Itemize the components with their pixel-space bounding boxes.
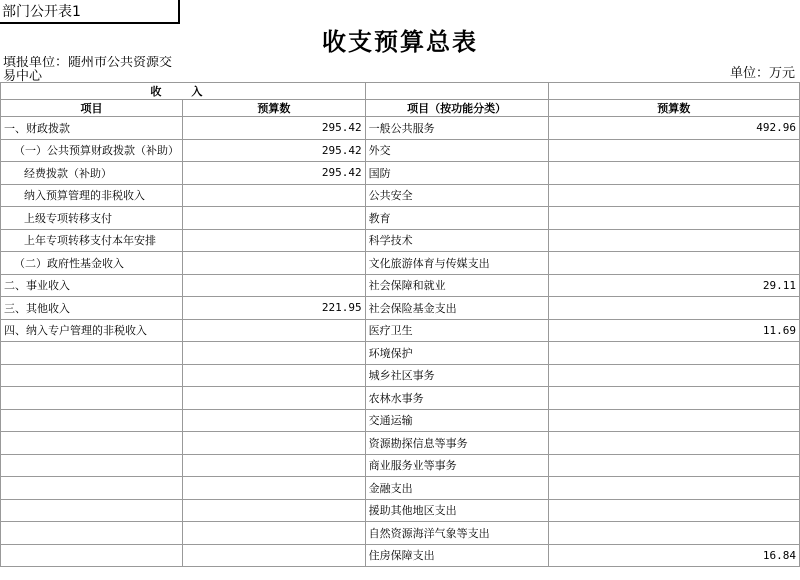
left-item-cell[interactable] [1, 477, 183, 500]
left-value-cell[interactable]: 295.42 [183, 139, 366, 162]
right-item-cell[interactable]: 教育 [365, 207, 548, 230]
right-item-cell[interactable]: 科学技术 [365, 229, 548, 252]
left-value-cell[interactable] [183, 319, 366, 342]
table-row [1, 432, 800, 455]
left-value-cell[interactable] [183, 499, 366, 522]
left-value-cell[interactable] [183, 252, 366, 275]
left-item-cell[interactable] [1, 364, 183, 387]
right-item-cell[interactable]: 金融支出 [365, 477, 548, 500]
table-row [1, 139, 800, 162]
table-row [1, 477, 800, 500]
right-item-cell[interactable]: 一般公共服务 [365, 117, 548, 140]
left-item-cell[interactable]: （二）政府性基金收入 [1, 252, 183, 275]
left-value-cell[interactable] [183, 522, 366, 545]
left-item-cell[interactable] [1, 454, 183, 477]
right-value-cell[interactable] [548, 454, 799, 477]
col-budget-header: 预算数 [183, 100, 366, 117]
left-item-cell[interactable]: 上年专项转移支付本年安排 [1, 229, 183, 252]
sheet-tag: 部门公开表1 [0, 0, 180, 24]
currency-unit: 单位：万元 [729, 66, 795, 81]
left-value-cell[interactable] [183, 184, 366, 207]
left-value-cell[interactable] [183, 432, 366, 455]
right-value-cell[interactable] [548, 522, 799, 545]
right-value-cell[interactable] [548, 139, 799, 162]
table-row [1, 454, 800, 477]
page-title: 收支预算总表 [322, 27, 478, 56]
right-item-cell[interactable]: 援助其他地区支出 [365, 499, 548, 522]
table-header-row [1, 100, 800, 117]
header-blank-cell [365, 83, 548, 100]
right-value-cell[interactable]: 29.11 [548, 274, 799, 297]
left-value-cell[interactable] [183, 387, 366, 410]
right-item-cell[interactable]: 社会保障和就业 [365, 274, 548, 297]
left-item-cell[interactable]: （一）公共预算财政拨款（补助） [1, 139, 183, 162]
right-value-cell[interactable] [548, 477, 799, 500]
left-value-cell[interactable]: 295.42 [183, 117, 366, 140]
table-row [1, 387, 800, 410]
left-value-cell[interactable] [183, 477, 366, 500]
left-item-cell[interactable] [1, 544, 183, 567]
table-row [1, 207, 800, 230]
left-value-cell[interactable] [183, 364, 366, 387]
right-value-cell[interactable] [548, 499, 799, 522]
table-header-row [1, 83, 800, 100]
left-item-cell[interactable]: 经费拨款（补助） [1, 162, 183, 185]
right-item-cell[interactable]: 城乡社区事务 [365, 364, 548, 387]
right-item-cell[interactable]: 国防 [365, 162, 548, 185]
table-row [1, 499, 800, 522]
left-item-cell[interactable]: 四、纳入专户管理的非税收入 [1, 319, 183, 342]
reporting-unit: 填报单位：随州市公共资源交易中心 [3, 56, 173, 84]
left-value-cell[interactable] [183, 454, 366, 477]
income-group-header: 收入 [1, 83, 366, 100]
col-item-header: 项目 [1, 100, 183, 117]
right-item-cell[interactable]: 住房保障支出 [365, 544, 548, 567]
left-value-cell[interactable]: 221.95 [183, 297, 366, 320]
left-value-cell[interactable] [183, 207, 366, 230]
left-item-cell[interactable] [1, 499, 183, 522]
left-value-cell[interactable] [183, 274, 366, 297]
left-item-cell[interactable] [1, 342, 183, 365]
right-value-cell[interactable]: 16.84 [548, 544, 799, 567]
left-item-cell[interactable]: 二、事业收入 [1, 274, 183, 297]
table-row [1, 297, 800, 320]
left-item-cell[interactable] [1, 409, 183, 432]
left-value-cell[interactable] [183, 342, 366, 365]
left-item-cell[interactable] [1, 522, 183, 545]
right-value-cell[interactable] [548, 229, 799, 252]
right-item-cell[interactable]: 自然资源海洋气象等支出 [365, 522, 548, 545]
right-item-cell[interactable]: 资源勘探信息等事务 [365, 432, 548, 455]
left-item-cell[interactable]: 纳入预算管理的非税收入 [1, 184, 183, 207]
right-value-cell[interactable] [548, 297, 799, 320]
right-value-cell[interactable] [548, 162, 799, 185]
table-row [1, 409, 800, 432]
right-item-cell[interactable]: 社会保险基金支出 [365, 297, 548, 320]
table-row [1, 364, 800, 387]
budget-table [0, 82, 800, 567]
table-row [1, 522, 800, 545]
table-row [1, 229, 800, 252]
table-row [1, 274, 800, 297]
left-value-cell[interactable] [183, 409, 366, 432]
col-item-func-header: 项目（按功能分类） [365, 100, 548, 117]
right-item-cell[interactable]: 文化旅游体育与传媒支出 [365, 252, 548, 275]
right-value-cell[interactable] [548, 207, 799, 230]
table-row [1, 184, 800, 207]
right-value-cell[interactable]: 492.96 [548, 117, 799, 140]
right-value-cell[interactable] [548, 364, 799, 387]
right-value-cell[interactable] [548, 409, 799, 432]
table-row [1, 319, 800, 342]
table-row [1, 162, 800, 185]
right-item-cell[interactable]: 商业服务业等事务 [365, 454, 548, 477]
left-value-cell[interactable] [183, 544, 366, 567]
left-item-cell[interactable]: 三、其他收入 [1, 297, 183, 320]
table-row [1, 544, 800, 567]
right-item-cell[interactable]: 农林水事务 [365, 387, 548, 410]
header-blank-cell [548, 83, 799, 100]
left-item-cell[interactable] [1, 387, 183, 410]
right-value-cell[interactable]: 11.69 [548, 319, 799, 342]
right-item-cell[interactable]: 交通运输 [365, 409, 548, 432]
left-value-cell[interactable] [183, 229, 366, 252]
right-value-cell[interactable] [548, 252, 799, 275]
col-budget2-header: 预算数 [548, 100, 799, 117]
right-value-cell[interactable] [548, 432, 799, 455]
right-value-cell[interactable] [548, 342, 799, 365]
left-item-cell[interactable]: 上级专项转移支付 [1, 207, 183, 230]
table-row [1, 252, 800, 275]
right-item-cell[interactable]: 医疗卫生 [365, 319, 548, 342]
right-value-cell[interactable] [548, 387, 799, 410]
right-item-cell[interactable]: 环境保护 [365, 342, 548, 365]
right-item-cell[interactable]: 外交 [365, 139, 548, 162]
table-row [1, 342, 800, 365]
right-value-cell[interactable] [548, 184, 799, 207]
table-row [1, 117, 800, 140]
right-item-cell[interactable]: 公共安全 [365, 184, 548, 207]
left-item-cell[interactable] [1, 432, 183, 455]
left-item-cell[interactable]: 一、财政拨款 [1, 117, 183, 140]
left-value-cell[interactable]: 295.42 [183, 162, 366, 185]
